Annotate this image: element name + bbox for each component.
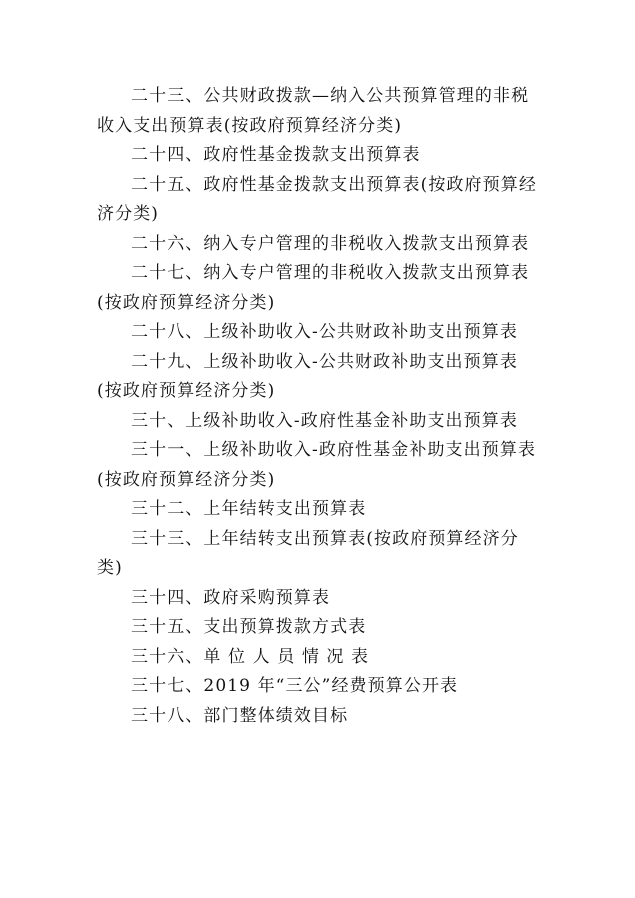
toc-entry: 三十五、支出预算拨款方式表 <box>131 617 367 637</box>
toc-entry: 三十七、2019 年“三公”经费预算公开表 <box>131 676 459 696</box>
toc-entry: 二十九、上级补助收入-公共财政补助支出预算表(按政府预算经济分类) <box>97 351 518 401</box>
toc-entry: 三十、上级补助收入-政府性基金补助支出预算表 <box>131 410 518 431</box>
toc-entry: 二十四、政府性基金拨款支出预算表 <box>131 145 421 165</box>
toc-entry: 三十一、上级补助收入-政府性基金补助支出预算表(按政府预算经济分类) <box>97 440 537 490</box>
toc-entry: 三十六、单 位 人 员 情 况 表 <box>131 646 370 667</box>
toc-entry: 三十二、上年结转支出预算表 <box>131 499 367 519</box>
toc-entry: 三十八、部门整体绩效目标 <box>131 705 349 726</box>
toc-entry: 二十七、纳入专户管理的非税收入拨款支出预算表(按政府预算经济分类) <box>97 263 530 313</box>
toc-entry: 三十三、上年结转支出预算表(按政府预算经济分类) <box>97 528 519 578</box>
toc-entry: 二十三、公共财政拨款—纳入公共预算管理的非税收入支出预算表(按政府预算经济分类) <box>97 86 530 136</box>
toc-entry: 二十六、纳入专户管理的非税收入拨款支出预算表 <box>131 233 530 254</box>
toc-entry: 二十八、上级补助收入-公共财政补助支出预算表 <box>131 322 518 342</box>
toc-entry: 二十五、政府性基金拨款支出预算表(按政府预算经济分类) <box>97 174 537 224</box>
table-of-contents <box>97 82 542 731</box>
toc-entry: 三十四、政府采购预算表 <box>131 587 331 608</box>
